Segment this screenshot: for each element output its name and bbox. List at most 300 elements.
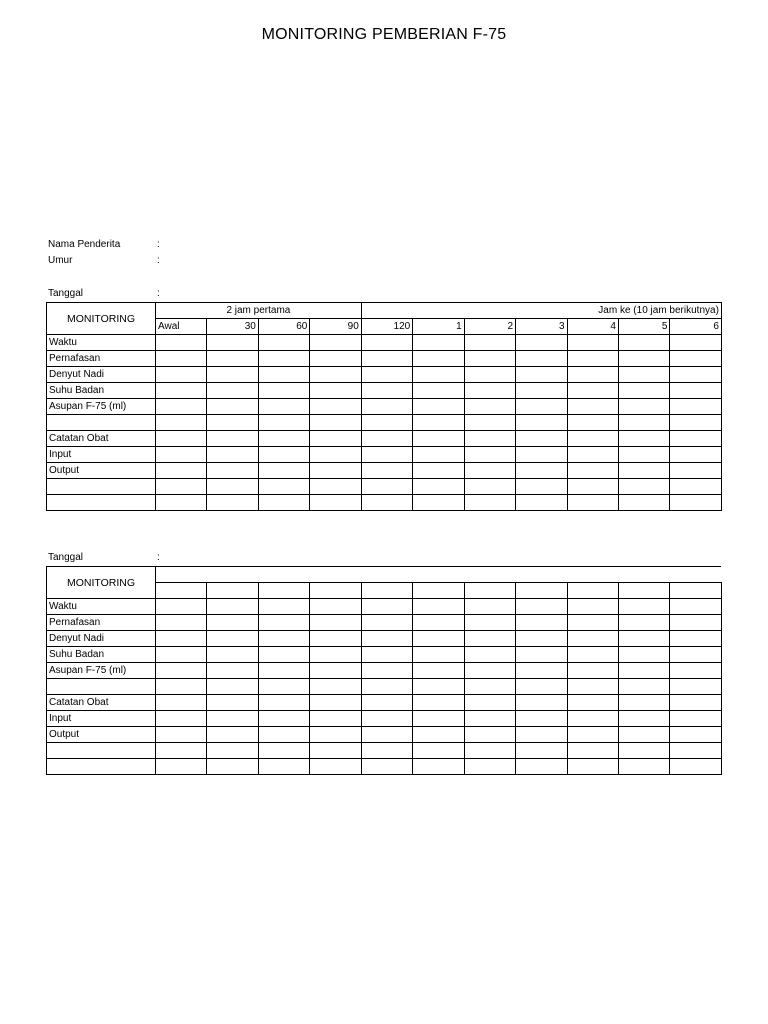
row-label: Denyut Nadi <box>47 367 156 383</box>
entry-cell[interactable] <box>670 479 721 495</box>
entry-cell[interactable] <box>207 463 258 479</box>
entry-cell[interactable] <box>413 663 464 679</box>
entry-cell[interactable] <box>413 631 464 647</box>
entry-cell[interactable] <box>464 727 515 743</box>
entry-cell[interactable] <box>207 615 258 631</box>
entry-cell[interactable] <box>567 415 618 431</box>
entry-cell[interactable] <box>567 383 618 399</box>
time-column-header: 4 <box>567 319 618 335</box>
entry-cell[interactable] <box>361 447 412 463</box>
entry-cell[interactable] <box>361 351 412 367</box>
time-column-header[interactable] <box>618 583 669 599</box>
entry-cell[interactable] <box>258 383 309 399</box>
entry-cell[interactable] <box>567 615 618 631</box>
entry-cell[interactable] <box>670 495 721 511</box>
monitoring-table-1 <box>46 302 722 511</box>
entry-cell[interactable] <box>516 415 567 431</box>
entry-cell[interactable] <box>618 335 669 351</box>
entry-cell[interactable] <box>258 335 309 351</box>
entry-cell[interactable] <box>207 663 258 679</box>
entry-cell[interactable] <box>464 679 515 695</box>
entry-cell[interactable] <box>258 695 309 711</box>
entry-cell[interactable] <box>567 759 618 775</box>
table-row <box>47 615 722 631</box>
entry-cell[interactable] <box>413 335 464 351</box>
entry-cell[interactable] <box>516 679 567 695</box>
entry-cell[interactable] <box>207 367 258 383</box>
entry-cell[interactable] <box>670 383 721 399</box>
entry-cell[interactable] <box>207 431 258 447</box>
entry-cell[interactable] <box>310 463 361 479</box>
entry-cell[interactable] <box>670 695 721 711</box>
entry-cell[interactable] <box>361 399 412 415</box>
entry-cell[interactable] <box>464 479 515 495</box>
entry-cell[interactable] <box>516 463 567 479</box>
entry-cell[interactable] <box>516 447 567 463</box>
entry-cell[interactable] <box>567 647 618 663</box>
entry-cell[interactable] <box>310 479 361 495</box>
entry-cell[interactable] <box>310 383 361 399</box>
entry-cell[interactable] <box>618 351 669 367</box>
entry-cell[interactable] <box>361 463 412 479</box>
table-row <box>47 663 722 679</box>
entry-cell[interactable] <box>207 399 258 415</box>
table-row <box>47 695 722 711</box>
entry-cell[interactable] <box>464 663 515 679</box>
time-column-header[interactable] <box>516 583 567 599</box>
entry-cell[interactable] <box>413 383 464 399</box>
entry-cell[interactable] <box>413 399 464 415</box>
entry-cell[interactable] <box>361 367 412 383</box>
group-header-next-10h: Jam ke (10 jam berikutnya) <box>361 303 721 319</box>
entry-cell[interactable] <box>567 743 618 759</box>
entry-cell[interactable] <box>618 727 669 743</box>
row-label: Asupan F-75 (ml) <box>47 399 156 415</box>
entry-cell[interactable] <box>361 679 412 695</box>
entry-cell[interactable] <box>516 663 567 679</box>
entry-cell[interactable] <box>618 679 669 695</box>
entry-cell[interactable] <box>310 631 361 647</box>
entry-cell[interactable] <box>670 415 721 431</box>
table-row <box>47 415 722 431</box>
entry-cell[interactable] <box>413 495 464 511</box>
entry-cell[interactable] <box>516 383 567 399</box>
entry-cell[interactable] <box>464 695 515 711</box>
entry-cell[interactable] <box>361 743 412 759</box>
entry-cell[interactable] <box>670 663 721 679</box>
entry-cell[interactable] <box>618 415 669 431</box>
entry-cell[interactable] <box>516 727 567 743</box>
row-label: Asupan F-75 (ml) <box>47 663 156 679</box>
entry-cell[interactable] <box>670 335 721 351</box>
entry-cell[interactable] <box>156 759 207 775</box>
entry-cell[interactable] <box>464 415 515 431</box>
entry-cell[interactable] <box>670 727 721 743</box>
entry-cell[interactable] <box>361 479 412 495</box>
row-label: Waktu <box>47 335 156 351</box>
row-label: Output <box>47 463 156 479</box>
time-column-header[interactable] <box>413 583 464 599</box>
entry-cell[interactable] <box>618 383 669 399</box>
time-column-header[interactable] <box>464 583 515 599</box>
time-column-header[interactable] <box>310 583 361 599</box>
entry-cell[interactable] <box>516 615 567 631</box>
entry-cell[interactable] <box>207 495 258 511</box>
table-row <box>47 599 722 615</box>
entry-cell[interactable] <box>310 415 361 431</box>
entry-cell[interactable] <box>361 615 412 631</box>
entry-cell[interactable] <box>618 447 669 463</box>
entry-cell[interactable] <box>670 367 721 383</box>
entry-cell[interactable] <box>310 711 361 727</box>
entry-cell[interactable] <box>207 727 258 743</box>
entry-cell[interactable] <box>516 695 567 711</box>
entry-cell[interactable] <box>516 431 567 447</box>
time-column-header[interactable] <box>361 583 412 599</box>
entry-cell[interactable] <box>618 663 669 679</box>
entry-cell[interactable] <box>156 727 207 743</box>
entry-cell[interactable] <box>258 759 309 775</box>
entry-cell[interactable] <box>258 463 309 479</box>
entry-cell[interactable] <box>156 495 207 511</box>
entry-cell[interactable] <box>464 383 515 399</box>
entry-cell[interactable] <box>413 463 464 479</box>
entry-cell[interactable] <box>516 495 567 511</box>
entry-cell[interactable] <box>310 447 361 463</box>
entry-cell[interactable] <box>258 447 309 463</box>
date-label-1: Tanggal <box>48 288 84 299</box>
entry-cell[interactable] <box>258 679 309 695</box>
entry-cell[interactable] <box>413 679 464 695</box>
entry-cell[interactable] <box>310 367 361 383</box>
time-column-header[interactable] <box>156 583 207 599</box>
entry-cell[interactable] <box>207 599 258 615</box>
entry-cell[interactable] <box>207 479 258 495</box>
table-row <box>47 743 722 759</box>
entry-cell[interactable] <box>516 599 567 615</box>
entry-cell[interactable] <box>156 479 207 495</box>
entry-cell[interactable] <box>567 631 618 647</box>
entry-cell[interactable] <box>207 383 258 399</box>
entry-cell[interactable] <box>464 615 515 631</box>
entry-cell[interactable] <box>207 647 258 663</box>
entry-cell[interactable] <box>310 647 361 663</box>
entry-cell[interactable] <box>464 631 515 647</box>
entry-cell[interactable] <box>567 663 618 679</box>
entry-cell[interactable] <box>670 615 721 631</box>
table-row <box>47 647 722 663</box>
entry-cell[interactable] <box>258 615 309 631</box>
entry-cell[interactable] <box>258 647 309 663</box>
entry-cell[interactable] <box>310 615 361 631</box>
entry-cell[interactable] <box>156 599 207 615</box>
time-column-header: 5 <box>618 319 669 335</box>
entry-cell[interactable] <box>516 335 567 351</box>
entry-cell[interactable] <box>618 615 669 631</box>
entry-cell[interactable] <box>361 695 412 711</box>
entry-cell[interactable] <box>310 431 361 447</box>
date-colon-2: : <box>157 552 160 563</box>
entry-cell[interactable] <box>258 743 309 759</box>
entry-cell[interactable] <box>516 351 567 367</box>
entry-cell[interactable] <box>207 447 258 463</box>
entry-cell[interactable] <box>618 367 669 383</box>
entry-cell[interactable] <box>156 743 207 759</box>
table-row <box>47 335 722 351</box>
entry-cell[interactable] <box>258 415 309 431</box>
time-column-header: 2 <box>464 319 515 335</box>
entry-cell[interactable] <box>464 495 515 511</box>
entry-cell[interactable] <box>413 711 464 727</box>
patient-name-label: Nama Penderita <box>48 239 121 250</box>
entry-cell[interactable] <box>310 495 361 511</box>
entry-cell[interactable] <box>413 695 464 711</box>
table-row <box>47 727 722 743</box>
entry-cell[interactable] <box>207 351 258 367</box>
entry-cell[interactable] <box>670 463 721 479</box>
table-row <box>47 367 722 383</box>
entry-cell[interactable] <box>464 743 515 759</box>
entry-cell[interactable] <box>310 695 361 711</box>
entry-cell[interactable] <box>567 335 618 351</box>
time-column-header[interactable] <box>567 583 618 599</box>
time-column-header: 90 <box>310 319 361 335</box>
entry-cell[interactable] <box>361 727 412 743</box>
entry-cell[interactable] <box>361 599 412 615</box>
monitoring-table-2 <box>46 566 722 775</box>
table-row <box>47 431 722 447</box>
monitoring-header: MONITORING <box>47 303 156 335</box>
entry-cell[interactable] <box>258 727 309 743</box>
entry-cell[interactable] <box>413 351 464 367</box>
entry-cell[interactable] <box>567 599 618 615</box>
entry-cell[interactable] <box>361 663 412 679</box>
entry-cell[interactable] <box>567 479 618 495</box>
time-column-header: 60 <box>258 319 309 335</box>
entry-cell[interactable] <box>670 647 721 663</box>
entry-cell[interactable] <box>413 447 464 463</box>
entry-cell[interactable] <box>567 447 618 463</box>
entry-cell[interactable] <box>156 615 207 631</box>
entry-cell[interactable] <box>516 647 567 663</box>
entry-cell[interactable] <box>464 711 515 727</box>
entry-cell[interactable] <box>207 743 258 759</box>
group-header-blank <box>156 567 722 583</box>
row-label <box>47 743 156 759</box>
entry-cell[interactable] <box>618 647 669 663</box>
entry-cell[interactable] <box>464 599 515 615</box>
entry-cell[interactable] <box>618 463 669 479</box>
entry-cell[interactable] <box>670 759 721 775</box>
entry-cell[interactable] <box>567 679 618 695</box>
patient-name-colon: : <box>157 239 160 250</box>
entry-cell[interactable] <box>413 367 464 383</box>
row-label: Suhu Badan <box>47 383 156 399</box>
entry-cell[interactable] <box>258 351 309 367</box>
table-header-row <box>47 303 722 319</box>
entry-cell[interactable] <box>618 759 669 775</box>
entry-cell[interactable] <box>670 599 721 615</box>
entry-cell[interactable] <box>516 743 567 759</box>
entry-cell[interactable] <box>567 495 618 511</box>
entry-cell[interactable] <box>207 631 258 647</box>
entry-cell[interactable] <box>258 479 309 495</box>
entry-cell[interactable] <box>207 679 258 695</box>
entry-cell[interactable] <box>413 599 464 615</box>
entry-cell[interactable] <box>618 743 669 759</box>
entry-cell[interactable] <box>464 463 515 479</box>
entry-cell[interactable] <box>258 495 309 511</box>
table-row <box>47 383 722 399</box>
entry-cell[interactable] <box>618 479 669 495</box>
entry-cell[interactable] <box>156 447 207 463</box>
entry-cell[interactable] <box>567 351 618 367</box>
entry-cell[interactable] <box>618 631 669 647</box>
entry-cell[interactable] <box>207 759 258 775</box>
entry-cell[interactable] <box>413 415 464 431</box>
entry-cell[interactable] <box>516 711 567 727</box>
entry-cell[interactable] <box>310 335 361 351</box>
entry-cell[interactable] <box>413 759 464 775</box>
entry-cell[interactable] <box>464 647 515 663</box>
entry-cell[interactable] <box>310 759 361 775</box>
entry-cell[interactable] <box>156 335 207 351</box>
entry-cell[interactable] <box>361 647 412 663</box>
entry-cell[interactable] <box>670 431 721 447</box>
time-column-header: 30 <box>207 319 258 335</box>
entry-cell[interactable] <box>258 711 309 727</box>
entry-cell[interactable] <box>361 759 412 775</box>
entry-cell[interactable] <box>361 335 412 351</box>
entry-cell[interactable] <box>156 679 207 695</box>
entry-cell[interactable] <box>310 743 361 759</box>
entry-cell[interactable] <box>258 663 309 679</box>
entry-cell[interactable] <box>207 711 258 727</box>
entry-cell[interactable] <box>567 431 618 447</box>
entry-cell[interactable] <box>516 631 567 647</box>
entry-cell[interactable] <box>156 711 207 727</box>
entry-cell[interactable] <box>464 367 515 383</box>
row-label: Input <box>47 711 156 727</box>
entry-cell[interactable] <box>258 367 309 383</box>
entry-cell[interactable] <box>567 399 618 415</box>
entry-cell[interactable] <box>413 431 464 447</box>
entry-cell[interactable] <box>156 351 207 367</box>
entry-cell[interactable] <box>310 727 361 743</box>
entry-cell[interactable] <box>361 383 412 399</box>
row-label <box>47 679 156 695</box>
entry-cell[interactable] <box>207 695 258 711</box>
entry-cell[interactable] <box>361 431 412 447</box>
entry-cell[interactable] <box>156 463 207 479</box>
entry-cell[interactable] <box>207 335 258 351</box>
entry-cell[interactable] <box>464 351 515 367</box>
entry-cell[interactable] <box>618 431 669 447</box>
entry-cell[interactable] <box>413 743 464 759</box>
table-header-row <box>47 567 722 583</box>
entry-cell[interactable] <box>618 695 669 711</box>
row-label: Catatan Obat <box>47 695 156 711</box>
entry-cell[interactable] <box>156 431 207 447</box>
entry-cell[interactable] <box>258 399 309 415</box>
entry-cell[interactable] <box>670 679 721 695</box>
entry-cell[interactable] <box>516 479 567 495</box>
entry-cell[interactable] <box>567 695 618 711</box>
entry-cell[interactable] <box>156 383 207 399</box>
entry-cell[interactable] <box>618 495 669 511</box>
entry-cell[interactable] <box>310 399 361 415</box>
entry-cell[interactable] <box>361 711 412 727</box>
entry-cell[interactable] <box>413 479 464 495</box>
entry-cell[interactable] <box>156 695 207 711</box>
entry-cell[interactable] <box>670 399 721 415</box>
entry-cell[interactable] <box>670 631 721 647</box>
table-row <box>47 399 722 415</box>
entry-cell[interactable] <box>258 599 309 615</box>
entry-cell[interactable] <box>670 743 721 759</box>
entry-cell[interactable] <box>567 711 618 727</box>
entry-cell[interactable] <box>413 615 464 631</box>
time-column-header[interactable] <box>670 583 721 599</box>
group-header-first-2h: 2 jam pertama <box>156 303 362 319</box>
entry-cell[interactable] <box>258 431 309 447</box>
time-column-header[interactable] <box>258 583 309 599</box>
entry-cell[interactable] <box>156 415 207 431</box>
entry-cell[interactable] <box>207 415 258 431</box>
table-row <box>47 679 722 695</box>
entry-cell[interactable] <box>310 663 361 679</box>
entry-cell[interactable] <box>464 431 515 447</box>
entry-cell[interactable] <box>670 711 721 727</box>
entry-cell[interactable] <box>464 759 515 775</box>
entry-cell[interactable] <box>567 463 618 479</box>
entry-cell[interactable] <box>413 727 464 743</box>
entry-cell[interactable] <box>516 367 567 383</box>
entry-cell[interactable] <box>464 335 515 351</box>
entry-cell[interactable] <box>156 663 207 679</box>
entry-cell[interactable] <box>464 399 515 415</box>
row-label: Catatan Obat <box>47 431 156 447</box>
entry-cell[interactable] <box>618 399 669 415</box>
entry-cell[interactable] <box>361 495 412 511</box>
entry-cell[interactable] <box>361 631 412 647</box>
entry-cell[interactable] <box>310 679 361 695</box>
entry-cell[interactable] <box>413 647 464 663</box>
entry-cell[interactable] <box>464 447 515 463</box>
entry-cell[interactable] <box>156 367 207 383</box>
entry-cell[interactable] <box>516 399 567 415</box>
entry-cell[interactable] <box>361 415 412 431</box>
entry-cell[interactable] <box>156 399 207 415</box>
entry-cell[interactable] <box>670 447 721 463</box>
entry-cell[interactable] <box>618 711 669 727</box>
entry-cell[interactable] <box>310 599 361 615</box>
row-label: Pernafasan <box>47 615 156 631</box>
table-row <box>47 351 722 367</box>
entry-cell[interactable] <box>258 631 309 647</box>
entry-cell[interactable] <box>567 367 618 383</box>
entry-cell[interactable] <box>156 631 207 647</box>
patient-age-colon: : <box>157 255 160 266</box>
entry-cell[interactable] <box>310 351 361 367</box>
entry-cell[interactable] <box>516 759 567 775</box>
time-column-header[interactable] <box>207 583 258 599</box>
entry-cell[interactable] <box>618 599 669 615</box>
entry-cell[interactable] <box>567 727 618 743</box>
table-row <box>47 631 722 647</box>
entry-cell[interactable] <box>670 351 721 367</box>
entry-cell[interactable] <box>156 647 207 663</box>
